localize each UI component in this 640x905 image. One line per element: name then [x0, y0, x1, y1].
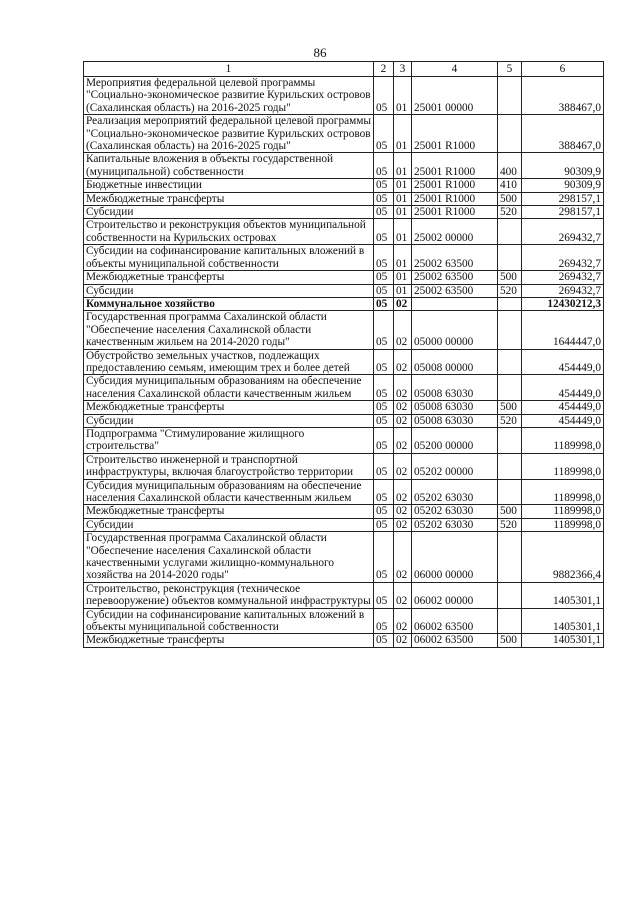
table-row: [84, 245, 604, 271]
row-expense-type-cell: [498, 608, 522, 634]
row-section-cell: 05: [374, 375, 394, 401]
row-name-cell: Субсидия муниципальным образованиям на обеспечение населения Сахалинской области качественным жильем: [84, 375, 374, 401]
row-expense-type-cell: 410: [498, 179, 522, 192]
row-amount-cell: 1405301,1: [522, 582, 604, 608]
row-target-article-cell: 25001 R1000: [412, 115, 498, 153]
row-name-cell: Межбюджетные трансферты: [84, 634, 374, 647]
row-name-cell: Межбюджетные трансферты: [84, 192, 374, 205]
row-amount-cell: 1405301,1: [522, 608, 604, 634]
row-section-cell: 05: [374, 634, 394, 647]
row-amount-cell: 269432,7: [522, 245, 604, 271]
row-name-cell: Субсидии: [84, 518, 374, 531]
row-target-article-cell: 05202 63030: [412, 518, 498, 531]
row-name-cell: Подпрограмма "Стимулирование жилищного строительства": [84, 427, 374, 453]
row-name-cell: Коммунальное хозяйство: [84, 297, 374, 310]
row-subsection-cell: 02: [394, 427, 412, 453]
row-name-cell: Субсидия муниципальным образованиям на обеспечение населения Сахалинской области качественным жильем: [84, 479, 374, 505]
table-header-row: [84, 62, 604, 77]
row-expense-type-cell: 500: [498, 505, 522, 518]
row-expense-type-cell: 400: [498, 153, 522, 179]
row-section-cell: 05: [374, 206, 394, 219]
row-section-cell: 05: [374, 297, 394, 310]
table-row: [84, 311, 604, 349]
table-row: [84, 414, 604, 427]
row-section-cell: 05: [374, 311, 394, 349]
table-row: [84, 532, 604, 583]
row-target-article-cell: 25002 63500: [412, 245, 498, 271]
row-subsection-cell: 01: [394, 192, 412, 205]
budget-table: [83, 61, 604, 648]
row-name-cell: Межбюджетные трансферты: [84, 271, 374, 284]
row-amount-cell: 90309,9: [522, 179, 604, 192]
table-row: [84, 427, 604, 453]
row-subsection-cell: 02: [394, 518, 412, 531]
row-target-article-cell: 25002 63500: [412, 284, 498, 297]
row-target-article-cell: 06000 00000: [412, 532, 498, 583]
row-target-article-cell: 25001 R1000: [412, 192, 498, 205]
row-section-cell: 05: [374, 192, 394, 205]
row-section-cell: 05: [374, 271, 394, 284]
row-expense-type-cell: [498, 219, 522, 245]
table-row: [84, 297, 604, 310]
row-subsection-cell: 02: [394, 453, 412, 479]
row-amount-cell: 388467,0: [522, 77, 604, 115]
row-subsection-cell: 02: [394, 634, 412, 647]
row-amount-cell: 298157,1: [522, 192, 604, 205]
row-amount-cell: 298157,1: [522, 206, 604, 219]
row-expense-type-cell: 520: [498, 414, 522, 427]
row-amount-cell: 12430212,3: [522, 297, 604, 310]
row-target-article-cell: 05202 63030: [412, 505, 498, 518]
row-expense-type-cell: [498, 77, 522, 115]
row-name-cell: Строительство, реконструкция (техническое перевооружение) объектов коммунальной инфраструктуры: [84, 582, 374, 608]
row-amount-cell: 1189998,0: [522, 453, 604, 479]
row-amount-cell: 454449,0: [522, 375, 604, 401]
row-target-article-cell: [412, 297, 498, 310]
row-subsection-cell: 01: [394, 77, 412, 115]
table-row: [84, 453, 604, 479]
page-number: 86: [313, 45, 327, 60]
row-subsection-cell: 02: [394, 375, 412, 401]
table-row: [84, 271, 604, 284]
row-subsection-cell: 02: [394, 414, 412, 427]
table-row: [84, 634, 604, 647]
row-name-cell: Субсидии на софинансирование капитальных вложений в объекты муниципальной собственности: [84, 245, 374, 271]
column-header: 4: [412, 62, 498, 77]
row-section-cell: 05: [374, 582, 394, 608]
row-expense-type-cell: [498, 115, 522, 153]
row-subsection-cell: 02: [394, 582, 412, 608]
row-subsection-cell: 01: [394, 179, 412, 192]
table-row: [84, 582, 604, 608]
row-name-cell: Межбюджетные трансферты: [84, 505, 374, 518]
table-row: [84, 179, 604, 192]
row-section-cell: 05: [374, 349, 394, 375]
row-expense-type-cell: 500: [498, 634, 522, 647]
column-header: 3: [394, 62, 412, 77]
row-name-cell: Государственная программа Сахалинской области "Обеспечение населения Сахалинской области качественными услугами жилищно-коммунального хозяйства на 2014-2020 годы": [84, 532, 374, 583]
row-subsection-cell: 01: [394, 284, 412, 297]
row-name-cell: Субсидии: [84, 206, 374, 219]
row-target-article-cell: 05008 63030: [412, 414, 498, 427]
table-row: [84, 375, 604, 401]
row-amount-cell: 9882366,4: [522, 532, 604, 583]
row-subsection-cell: 01: [394, 153, 412, 179]
row-section-cell: 05: [374, 532, 394, 583]
row-target-article-cell: 05200 00000: [412, 427, 498, 453]
row-amount-cell: 454449,0: [522, 401, 604, 414]
row-name-cell: Межбюджетные трансферты: [84, 401, 374, 414]
row-target-article-cell: 25001 R1000: [412, 153, 498, 179]
table-row: [84, 192, 604, 205]
row-section-cell: 05: [374, 401, 394, 414]
row-section-cell: 05: [374, 245, 394, 271]
row-section-cell: 05: [374, 77, 394, 115]
row-amount-cell: 1405301,1: [522, 634, 604, 647]
row-amount-cell: 1189998,0: [522, 518, 604, 531]
table-row: [84, 153, 604, 179]
row-amount-cell: 269432,7: [522, 271, 604, 284]
row-target-article-cell: 06002 63500: [412, 608, 498, 634]
table-row: [84, 219, 604, 245]
row-expense-type-cell: [498, 479, 522, 505]
row-subsection-cell: 02: [394, 311, 412, 349]
row-expense-type-cell: [498, 582, 522, 608]
column-header: 1: [84, 62, 374, 77]
row-name-cell: Капитальные вложения в объекты государственной (муниципальной) собственности: [84, 153, 374, 179]
row-section-cell: 05: [374, 414, 394, 427]
table-body: [84, 77, 604, 648]
row-expense-type-cell: 500: [498, 192, 522, 205]
row-expense-type-cell: 520: [498, 518, 522, 531]
row-amount-cell: 269432,7: [522, 284, 604, 297]
row-section-cell: 05: [374, 518, 394, 531]
row-target-article-cell: 06002 63500: [412, 634, 498, 647]
row-amount-cell: 1189998,0: [522, 479, 604, 505]
row-subsection-cell: 02: [394, 479, 412, 505]
row-target-article-cell: 05000 00000: [412, 311, 498, 349]
row-expense-type-cell: [498, 375, 522, 401]
row-amount-cell: 1644447,0: [522, 311, 604, 349]
row-section-cell: 05: [374, 219, 394, 245]
row-subsection-cell: 02: [394, 297, 412, 310]
row-section-cell: 05: [374, 153, 394, 179]
row-expense-type-cell: [498, 427, 522, 453]
row-target-article-cell: 05202 00000: [412, 453, 498, 479]
row-target-article-cell: 06002 00000: [412, 582, 498, 608]
row-name-cell: Строительство и реконструкция объектов муниципальной собственности на Курильских островах: [84, 219, 374, 245]
row-subsection-cell: 01: [394, 271, 412, 284]
column-header: 5: [498, 62, 522, 77]
row-target-article-cell: 25002 63500: [412, 271, 498, 284]
row-section-cell: 05: [374, 608, 394, 634]
row-subsection-cell: 02: [394, 532, 412, 583]
row-expense-type-cell: 500: [498, 401, 522, 414]
table-row: [84, 505, 604, 518]
row-amount-cell: 1189998,0: [522, 427, 604, 453]
row-amount-cell: 90309,9: [522, 153, 604, 179]
row-name-cell: Субсидии: [84, 414, 374, 427]
row-target-article-cell: 05202 63030: [412, 479, 498, 505]
row-section-cell: 05: [374, 453, 394, 479]
row-amount-cell: 388467,0: [522, 115, 604, 153]
row-expense-type-cell: [498, 245, 522, 271]
row-expense-type-cell: [498, 311, 522, 349]
row-expense-type-cell: [498, 453, 522, 479]
row-name-cell: Бюджетные инвестиции: [84, 179, 374, 192]
row-subsection-cell: 01: [394, 115, 412, 153]
row-target-article-cell: 25001 R1000: [412, 206, 498, 219]
row-target-article-cell: 25001 R1000: [412, 179, 498, 192]
column-header: 6: [522, 62, 604, 77]
row-expense-type-cell: [498, 297, 522, 310]
row-section-cell: 05: [374, 115, 394, 153]
row-name-cell: Строительство инженерной и транспортной инфраструктуры, включая благоустройство территории: [84, 453, 374, 479]
table-row: [84, 479, 604, 505]
row-target-article-cell: 25001 00000: [412, 77, 498, 115]
row-subsection-cell: 01: [394, 206, 412, 219]
row-amount-cell: 1189998,0: [522, 505, 604, 518]
row-expense-type-cell: 500: [498, 271, 522, 284]
row-name-cell: Реализация мероприятий федеральной целевой программы "Социально-экономическое развитие Курильских островов (Сахалинская область) на 2016-2025 годы": [84, 115, 374, 153]
table-row: [84, 206, 604, 219]
row-subsection-cell: 01: [394, 219, 412, 245]
table-row: [84, 349, 604, 375]
row-name-cell: Субсидии на софинансирование капитальных вложений в объекты муниципальной собственности: [84, 608, 374, 634]
row-target-article-cell: 25002 00000: [412, 219, 498, 245]
row-amount-cell: 454449,0: [522, 349, 604, 375]
row-subsection-cell: 02: [394, 608, 412, 634]
row-subsection-cell: 02: [394, 401, 412, 414]
row-expense-type-cell: [498, 532, 522, 583]
row-target-article-cell: 05008 63030: [412, 401, 498, 414]
row-section-cell: 05: [374, 179, 394, 192]
row-name-cell: Мероприятия федеральной целевой программы "Социально-экономическое развитие Курильских островов (Сахалинская область) на 2016-2025 годы": [84, 77, 374, 115]
row-amount-cell: 454449,0: [522, 414, 604, 427]
row-name-cell: Государственная программа Сахалинской области "Обеспечение населения Сахалинской области качественным жильем на 2014-2020 годы": [84, 311, 374, 349]
table-row: [84, 115, 604, 153]
row-name-cell: Обустройство земельных участков, подлежащих предоставлению семьям, имеющим трех и более детей: [84, 349, 374, 375]
row-target-article-cell: 05008 63030: [412, 375, 498, 401]
row-section-cell: 05: [374, 427, 394, 453]
row-name-cell: Субсидии: [84, 284, 374, 297]
row-section-cell: 05: [374, 505, 394, 518]
table-row: [84, 518, 604, 531]
table-row: [84, 401, 604, 414]
row-expense-type-cell: 520: [498, 206, 522, 219]
row-expense-type-cell: 520: [498, 284, 522, 297]
row-expense-type-cell: [498, 349, 522, 375]
row-section-cell: 05: [374, 479, 394, 505]
row-subsection-cell: 02: [394, 349, 412, 375]
table-row: [84, 77, 604, 115]
table-row: [84, 284, 604, 297]
row-target-article-cell: 05008 00000: [412, 349, 498, 375]
row-subsection-cell: 01: [394, 245, 412, 271]
row-subsection-cell: 02: [394, 505, 412, 518]
row-amount-cell: 269432,7: [522, 219, 604, 245]
row-section-cell: 05: [374, 284, 394, 297]
column-header: 2: [374, 62, 394, 77]
table-row: [84, 608, 604, 634]
